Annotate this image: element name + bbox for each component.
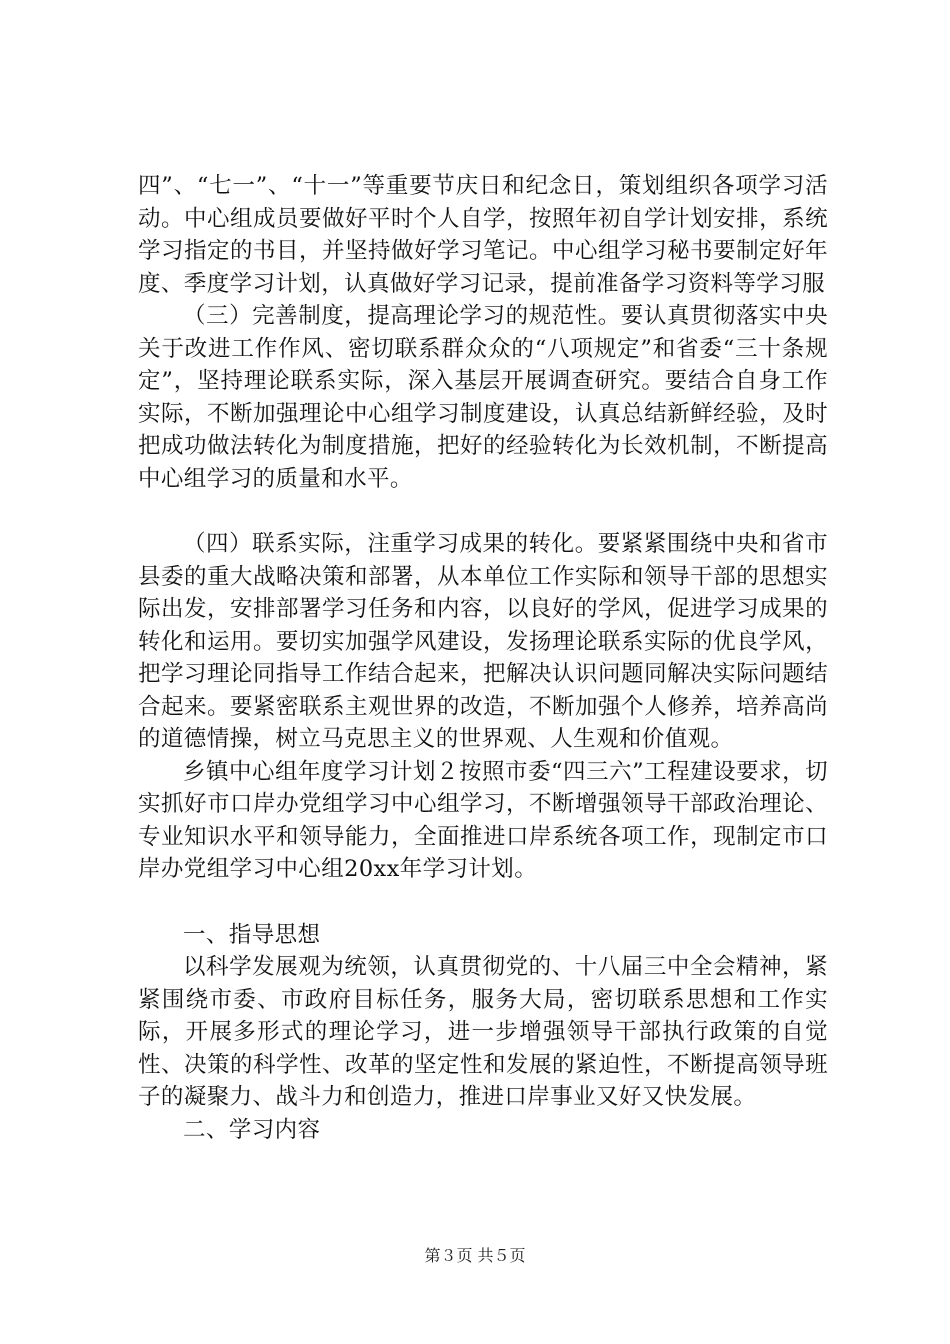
heading-study-content: 二、学习内容 xyxy=(183,1116,321,1143)
paragraph-plan-intro: 乡镇中心组年度学习计划２按照市委“四三六”工程建设要求，切实抓好市口岸办党组学习中心组学习，不断增强领导干部政治理论、专业知识水平和领导能力，全面推进口岸系统各项工作，现制定市口岸办党组学习中心组20xx年学习计划。 xyxy=(138,758,828,882)
page-footer: 第３页 共５页 xyxy=(424,1246,526,1265)
paragraph-guiding-thought: 以科学发展观为统领，认真贯彻党的、十八届三中全会精神，紧紧围绕市委、市政府目标任务，服务大局，密切联系思想和工作实际，开展多形式的理论学习，进一步增强领导干部执行政策的自觉性、决策的科学性、改革的坚定性和发展的紧迫性，不断提高领导班子的凝聚力、战斗力和创造力，推进口岸事业又好又快发展。 xyxy=(138,954,828,1110)
document-body xyxy=(138,170,828,1146)
paragraph-section-four: （四）联系实际，注重学习成果的转化。要紧紧围绕中央和省市县委的重大战略决策和部署，从本单位工作实际和领导干部的思想实际出发，安排部署学习任务和内容，以良好的学风，促进学习成果的转化和运用。要切实加强学风建设，发扬理论联系实际的优良学风，把学习理论同指导工作结合起来，把解决认识问题同解决实际问题结合起来。要紧密联系主观世界的改造，不断加强个人修养，培养高尚的道德情操，树立马克思主义的世界观、人生观和价值观。 xyxy=(138,531,828,752)
paragraph-continuation: 四”、“七一”、“十一”等重要节庆日和纪念日，策划组织各项学习活动。中心组成员要做好平时个人自学，按照年初自学计划安排，系统学习指定的书目，并坚持做好学习笔记。中心组学习秘书要制定好年度、季度学习计划，认真做好学习记录，提前准备学习资料等学习服 xyxy=(138,173,828,297)
heading-guiding-thought: 一、指导思想 xyxy=(183,921,321,948)
paragraph-section-three: （三）完善制度，提高理论学习的规范性。要认真贯彻落实中央关于改进工作作风、密切联系群众众的“八项规定”和省委“三十条规定”，坚持理论联系实际，深入基层开展调查研究。要结合自身工作实际，不断加强理论中心组学习制度建设，认真总结新鲜经验，及时把成功做法转化为制度措施，把好的经验转化为长效机制，不断提高中心组学习的质量和水平。 xyxy=(138,303,828,492)
